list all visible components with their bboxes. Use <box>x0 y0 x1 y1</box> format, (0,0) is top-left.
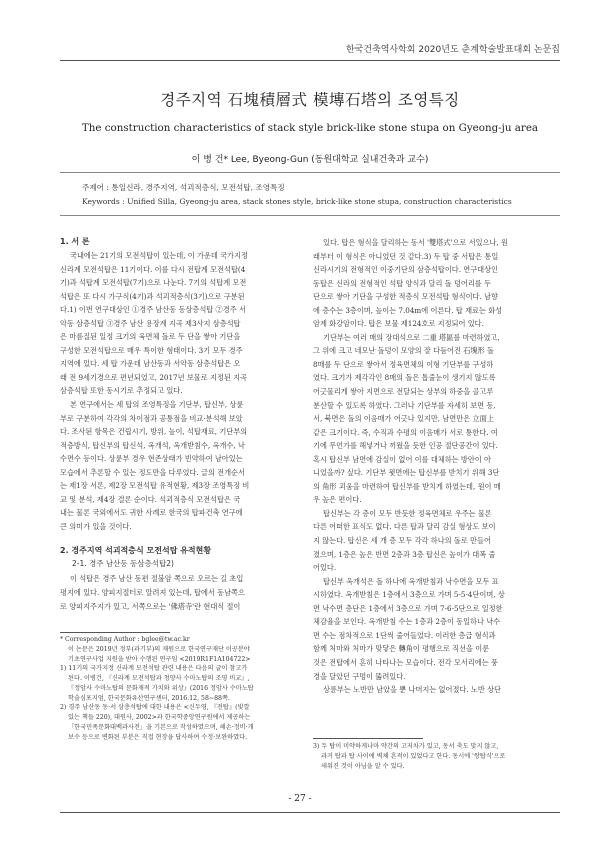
author-line: 이 병 건* Lee, Byeong-Gun (동원대학교 실내건축과 교수) <box>191 155 429 165</box>
paragraph <box>60 398 302 533</box>
text-line: 다.1) 이번 연구대상인 ①경주 남산동 동삼층석탑 ②경주 서 <box>60 305 246 315</box>
conference-name: 한국건축역사학회 2020년도 춘계학술발표대회 논문집 <box>345 45 560 55</box>
text-line: 교 및 분석, 제4장 결론 순이다. 석괴적층식 모전석탑은 국 <box>60 494 241 504</box>
footnote-line: 3) 두 탑이 미약하게나마 약간의 고저차가 있고, 동서 축도 맞지 않고, <box>313 743 499 750</box>
text-line: 은 마름질된 일정 크기의 육면체 돌로 두 단을 쌓아 기단을 <box>60 332 241 342</box>
text-line: 지역에 있다. 세 탑 가운데 남산동과 서악동 삼층석탑은 오 <box>60 359 241 369</box>
text-line: 지 않는다. 탑신은 세 개 층 모두 각각 하나의 돌로 만들어 <box>313 536 491 546</box>
text-line: 탑신부 옥개석은 돌 하나에 옥개받침과 낙수면을 모두 표 <box>323 576 499 586</box>
footnote-divider <box>313 738 423 739</box>
text-line: 졌으며, 1층은 높은 반면 2층과 3층 탑신은 높이가 대폭 줄 <box>313 549 496 559</box>
paragraph <box>313 683 555 697</box>
text-line: 다른 어떠한 표식도 없다. 다른 탑과 달리 감실 형상도 보이 <box>313 522 496 532</box>
text-line: 로 양피지주지가 있고, 서쪽으로는 '佛塔寺'란 현대식 절이 <box>60 601 241 611</box>
footnote-line: * Corresponding Author : bglee@tw.ac.kr <box>60 636 190 643</box>
text-line: 적층방식, 탑신부의 탑신석, 옥개석, 옥개받침수, 옥개수, 낙 <box>60 440 245 450</box>
text-line: 국내에는 21기의 모전석탑이 있는데, 이 가운데 국가지정 <box>70 251 248 260</box>
paragraph <box>60 249 302 398</box>
text-line: 악동 삼층석탑 ③경주 남산 용장계 지곡 제3사지 삼층석탑 <box>60 318 241 328</box>
left-column <box>60 236 302 613</box>
text-line: 였다. 크기가 제각각인 8매의 돌은 톱줄눈이 생기지 않도록 <box>313 373 496 383</box>
footnote-line: 학술심포지엄, 한국문화유산연구센터, 2016.12, 58~88쪽. <box>68 694 230 702</box>
footnote-divider <box>60 632 170 633</box>
footnote-line: 『정암사 수마노탑의 문화재적 가치와 위상』(2016 정암사 수마노탑 <box>68 684 254 692</box>
text-line: 8매를 두 단으로 쌓아서 정육면체의 이형 기단부를 구성하 <box>313 359 494 369</box>
text-line: 혹시 탑신부 남면에 감실이 없어 이를 대체하는 방안이 아 <box>313 454 491 464</box>
text-line: 체감율을 보인다. 옥개받침 수는 1층과 2층이 동일하나 낙수 <box>313 617 501 627</box>
text-line: 다. 조사된 항목은 건립시기, 방위, 높이, 석탑재료, 기단부의 <box>60 427 248 437</box>
text-line: 이 석탑은 경주 남산 동편 절불암 쪽으로 오르는 길 초입 <box>70 574 244 584</box>
text-line: 단으로 쌓아 기단을 구성한 적층식 모전석탑 형식이다. 남향 <box>313 292 498 302</box>
text-line: 내는 물론 국외에서도 귀한 사례로 한국의 탑파건축 연구에 <box>60 508 243 518</box>
keywords-korean: 주제어 : 통일신라, 경주지역, 석괴적층식, 모전석탑, 조영특징 <box>82 183 285 192</box>
text-line: 신라계 모전석탑은 11기이다. 이를 다시 전탑계 모전석탑(4 <box>60 264 246 274</box>
text-line: 에 층수는 3층이며, 높이는 7.04m에 이른다. 탑 재료는 화성 <box>313 305 503 315</box>
paper-title-english: The construction characteristics of stack style brick-like stone stupa on Gyeong-ju area <box>81 122 539 134</box>
text-line: 삼층석탑 또한 동시기로 추정되고 있다. <box>60 386 183 396</box>
keywords-english: Keywords : Unified Silla, Gyeong-ju area, stack stones style, brick-like stone stupa, construction characteristics <box>82 197 512 206</box>
paper-title-korean: 경주지역 石塊積層式 模塼石塔의 조영특징 <box>160 91 460 109</box>
text-line: 것은 전탑에서 흔히 나타나는 모습이다. 전각 모서리에는 풍 <box>313 657 498 667</box>
text-line: 시하였다. 옥개받침은 1층에서 3층으로 가며 5-5-4단이며, 상 <box>313 590 505 600</box>
footnotes-left <box>60 635 302 742</box>
text-line: 니었을까? 싶다. 기단부 윗면에는 탑신부를 받치기 위해 3단 <box>313 468 500 478</box>
text-line: 서, 북면은 돌의 이음매가 어긋나 있지만, 남면만은 立面上 <box>313 414 494 424</box>
text-line: 탑신부는 각 층이 모두 반듯한 정육면체로 우주는 물론 <box>323 508 492 518</box>
text-line: 경을 달았던 구멍이 뚫려있다. <box>313 671 406 681</box>
footnote-line: 이 논문은 2019년 정부(과기부)의 재원으로 한국연구재단 이공분야 <box>68 645 250 653</box>
text-line: 어긋물리게 쌓아 지면으로 전달되는 상부의 하중을 골고루 <box>313 387 494 397</box>
subsection-title: 2-1. 경주 남산동 동삼층석탑2) <box>72 559 174 569</box>
section-title-site-status: 2. 경주지역 석괴적층식 모전석탑 유적현황 <box>60 546 212 556</box>
footnote-line: 1) 11기의 국가지정 신라계 모전석탑 관련 내용은 다음의 글이 참고가 <box>60 665 248 673</box>
footnote-line: 기초연구사업 지원을 받아 수행된 연구임 <2019R1F1A104722> <box>68 655 251 663</box>
text-line: 래부터 이 형식은 아니었던 것 같다.3) 두 탑 중 서탑은 통일 <box>313 251 499 261</box>
text-line: 는 제1장 서론, 제2장 모전석탑 유적현황, 제3장 조영특징 비 <box>60 481 250 491</box>
text-line: 있다. 탑은 형식을 달리하는 동서 '雙塔式'으로 서있으나, 원 <box>323 238 508 247</box>
text-line: 암계 화강암이다. 탑은 보물 제124호로 지정되어 있다. <box>313 319 484 329</box>
text-line: 모습에서 추론할 수 있는 정도만을 다루었다. 글의 전개순서 <box>60 467 245 477</box>
text-line: 면 낙수면 층단은 1층에서 3층으로 가며 7-6-5단으로 일정한 <box>313 603 503 613</box>
page-number: - 27 - <box>288 794 312 804</box>
footer-rule <box>60 812 560 813</box>
footnote-line: 2) 경주 남산동 동·서 삼층석탑에 대한 내용은 <신두영, 『전탑』(빛깔 <box>60 704 250 712</box>
keywords-box <box>60 172 560 216</box>
text-line: 부로 구분하여 각각의 차이점과 공통점을 비교·분석해 보았 <box>60 413 243 423</box>
footnote-line: 세워진 것이 아님을 알 수 있다. <box>321 762 405 770</box>
footnote-line: 과거 탑과 탑 사이에 벽체 흔적이 있었다고 한다. 동시에 '쌍탑식'으로 <box>321 752 506 760</box>
text-line: 기에 무언가를 해넣거나 끼웠을 듯한 인공 절단공간이 있다. <box>313 441 498 451</box>
section-gap <box>60 533 302 545</box>
text-line: 수면수 등이다. 상륜부 경우 현존상태가 빈약하여 남아있는 <box>60 454 243 464</box>
text-line: 같은 크기이다. 즉, 수직과 수평의 이음매가 서로 통한다. 여 <box>313 427 498 437</box>
text-line: 우 높은 편이다. <box>313 495 362 505</box>
text-line: 의 角形 괴움을 마련하여 탑신부를 받치게 하였는데, 원이 매 <box>313 481 501 491</box>
text-line: 상륜부는 노반만 남았을 뿐 나머지는 없어졌다. 노반 상단 <box>323 685 501 695</box>
text-line: 분산할 수 있도록 하였다. 그러나 기단부를 자세히 보면 동, <box>313 400 496 410</box>
text-line: 래 전 9세기경으로 편년되었고, 2017년 보물로 지정된 지곡 <box>60 372 247 382</box>
paragraph <box>313 236 555 331</box>
running-header <box>60 34 560 61</box>
section-title-introduction: 1. 서 론 <box>60 237 90 246</box>
text-line: 동탑은 신라의 전형적인 석탑 양식과 달리 돌 덩어리를 두 <box>313 278 491 288</box>
text-line: 큰 의미가 있을 것이다. <box>60 521 132 531</box>
text-line: 기단부는 여러 매의 장대석으로 二重 塔區를 마련하였고, <box>323 332 500 342</box>
footnote-line: 있는 책들 220), 대원사, 2002>과 한국학중앙연구원에서 제공하는 <box>68 714 251 721</box>
text-line: 어있다. <box>313 563 337 573</box>
right-column <box>313 236 555 697</box>
text-line: 그 위에 크고 네모난 돌덩이 모양의 잘 다듬어진 石塊形 돌 <box>313 346 494 356</box>
text-line: 평지에 있다. 양피지절터로 알려져 있는데, 탑에서 동남쪽으 <box>60 588 245 598</box>
footnote-line: 보수 등으로 변화된 부분은 직접 현장을 답사하여 수정·보완하였다. <box>68 733 248 741</box>
text-line: 함께 처마와 처마가 맞닿은 轉角이 평행으로 직선을 이룬 <box>313 644 490 654</box>
text-line: 신라시기의 전형적인 이중기단의 삼층석탑이다. 연구대상인 <box>313 265 499 275</box>
paragraph <box>60 572 302 613</box>
footnotes-right <box>313 742 555 771</box>
footnote-line: 된다. 이병건, 『신라계 모전석탑과 청양사 수마노탑의 조영 비교』, <box>68 675 250 682</box>
paragraph <box>313 331 555 507</box>
text-line: 기)과 석탑계 모전석탑(7기)으로 나눈다. 7기의 석탑계 모전 <box>60 278 247 288</box>
footnote-line: 「한국민족문화대백과사전」을 기본으로 작성하였으며, 해손·정비·개 <box>68 723 254 731</box>
text-line: 본 연구에서는 세 탑의 조영특징을 기단부, 탑신부, 상륜 <box>70 400 244 410</box>
paragraph <box>313 575 555 683</box>
text-line: 구성한 모전석탑으로 매우 특이한 형태이다. 3기 모두 경주 <box>60 345 243 355</box>
text-line: 석탑은 또 다시 가구식(4기)과 석괴적층식(3기)으로 구분된 <box>60 291 245 301</box>
text-line: 면 수는 점차적으로 1단씩 줄어들었다. 이러한 층급 형식과 <box>313 630 496 640</box>
paragraph <box>313 507 555 575</box>
